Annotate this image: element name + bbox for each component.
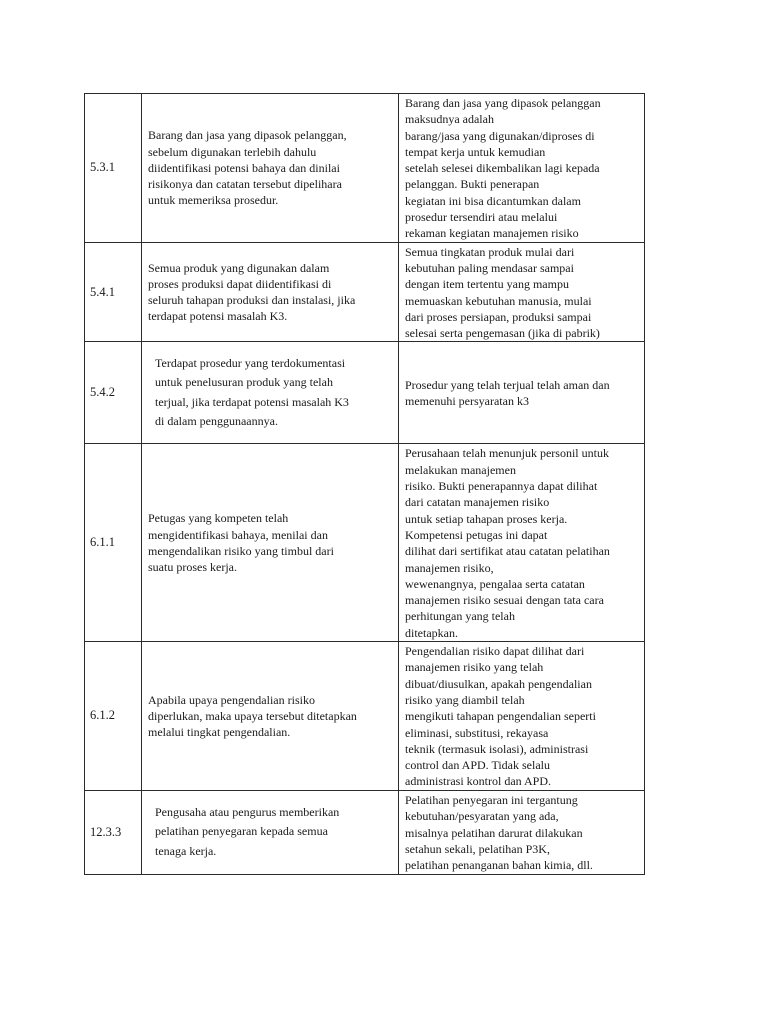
table-row	[85, 242, 645, 342]
evidence-text: Barang dan jasa yang dipasok pelanggan maksudnya adalah barang/jasa yang digunakan/diproses di tempat kerja untuk kemudian setelah selesei dikembalikan lagi kepada pelanggan. Bukti penerapan kegiatan ini bisa dicantumkan dalam prosedur tersendiri atau melalui rekaman kegiatan manajemen risiko	[405, 96, 601, 241]
clause-number: 6.1.2	[85, 642, 142, 791]
evidence-text: Semua tingkatan produk mulai dari kebutuhan paling mendasar sampai dengan item tertentu yang mampu memuaskan kebutuhan manusia, mulai dari proses persiapan, produksi sampai selesai serta pengemasan (jika di pabrik)	[405, 244, 600, 341]
criteria-cell	[142, 790, 399, 874]
criteria-text: Terdapat prosedur yang terdokumentasi untuk penelusuran produk yang telah terjual, jika terdapat potensi masalah K3 di dalam penggunaannya.	[155, 355, 349, 429]
evidence-cell	[399, 642, 645, 791]
criteria-cell	[142, 642, 399, 791]
evidence-cell	[399, 444, 645, 642]
evidence-text: Pengendalian risiko dapat dilihat dari manajemen risiko yang telah dibuat/diusulkan, apakah pengendalian risiko yang diambil telah mengikuti tahapan pengendalian seperti eliminasi, substitusi, rekayasa teknik (termasuk isolasi), administrasi control dan APD. Tidak selalu administrasi kontrol dan APD.	[405, 644, 596, 789]
audit-criteria-table	[84, 93, 645, 875]
evidence-text: Prosedur yang telah terjual telah aman dan memenuhi persyaratan k3	[405, 377, 610, 408]
clause-number: 6.1.1	[85, 444, 142, 642]
table-row	[85, 642, 645, 791]
evidence-cell	[399, 790, 645, 874]
clause-number: 12.3.3	[85, 790, 142, 874]
table-row	[85, 342, 645, 444]
criteria-cell	[142, 242, 399, 342]
clause-number: 5.3.1	[85, 94, 142, 243]
clause-number: 5.4.1	[85, 242, 142, 342]
criteria-text: Barang dan jasa yang dipasok pelanggan, sebelum digunakan terlebih dahulu diidentifikasi potensi bahaya dan dinilai risikonya dan catatan tersebut dipelihara untuk memeriksa prosedur.	[148, 128, 347, 208]
table-row	[85, 444, 645, 642]
evidence-cell	[399, 342, 645, 444]
criteria-text: Semua produk yang digunakan dalam proses produksi dapat diidentifikasi di seluruh tahapan produksi dan instalasi, jika terdapat potensi masalah K3.	[148, 260, 356, 324]
evidence-cell	[399, 94, 645, 243]
criteria-text: Petugas yang kompeten telah mengidentifikasi bahaya, menilai dan mengendalikan risiko yang timbul dari suatu proses kerja.	[148, 511, 334, 574]
evidence-cell	[399, 242, 645, 342]
evidence-text: Pelatihan penyegaran ini tergantung kebutuhan/pesyaratan yang ada, misalnya pelatihan darurat dilakukan setahun sekali, pelatihan P3K, pelatihan penanganan bahan kimia, dll.	[405, 792, 593, 873]
criteria-cell	[142, 94, 399, 243]
table-row	[85, 790, 645, 874]
table-row	[85, 94, 645, 243]
evidence-text: Perusahaan telah menunjuk personil untuk melakukan manajemen risiko. Bukti penerapannya dapat dilihat dari catatan manajemen risiko untuk setiap tahapan proses kerja. Kompetensi petugas ini dapat dilihat dari sertifikat atau catatan pelatihan manajemen risiko, wewenangnya, pengalaa serta catatan manajemen risiko sesuai dengan tata cara perhitungan yang telah ditetapkan.	[405, 446, 610, 640]
clause-number: 5.4.2	[85, 342, 142, 444]
criteria-text: Pengusaha atau pengurus memberikan pelatihan penyegaran kepada semua tenaga kerja.	[155, 804, 340, 858]
criteria-text: Apabila upaya pengendalian risiko diperlukan, maka upaya tersebut ditetapkan melalui tingkat pengendalian.	[148, 692, 357, 739]
criteria-cell	[142, 444, 399, 642]
criteria-cell	[142, 342, 399, 444]
